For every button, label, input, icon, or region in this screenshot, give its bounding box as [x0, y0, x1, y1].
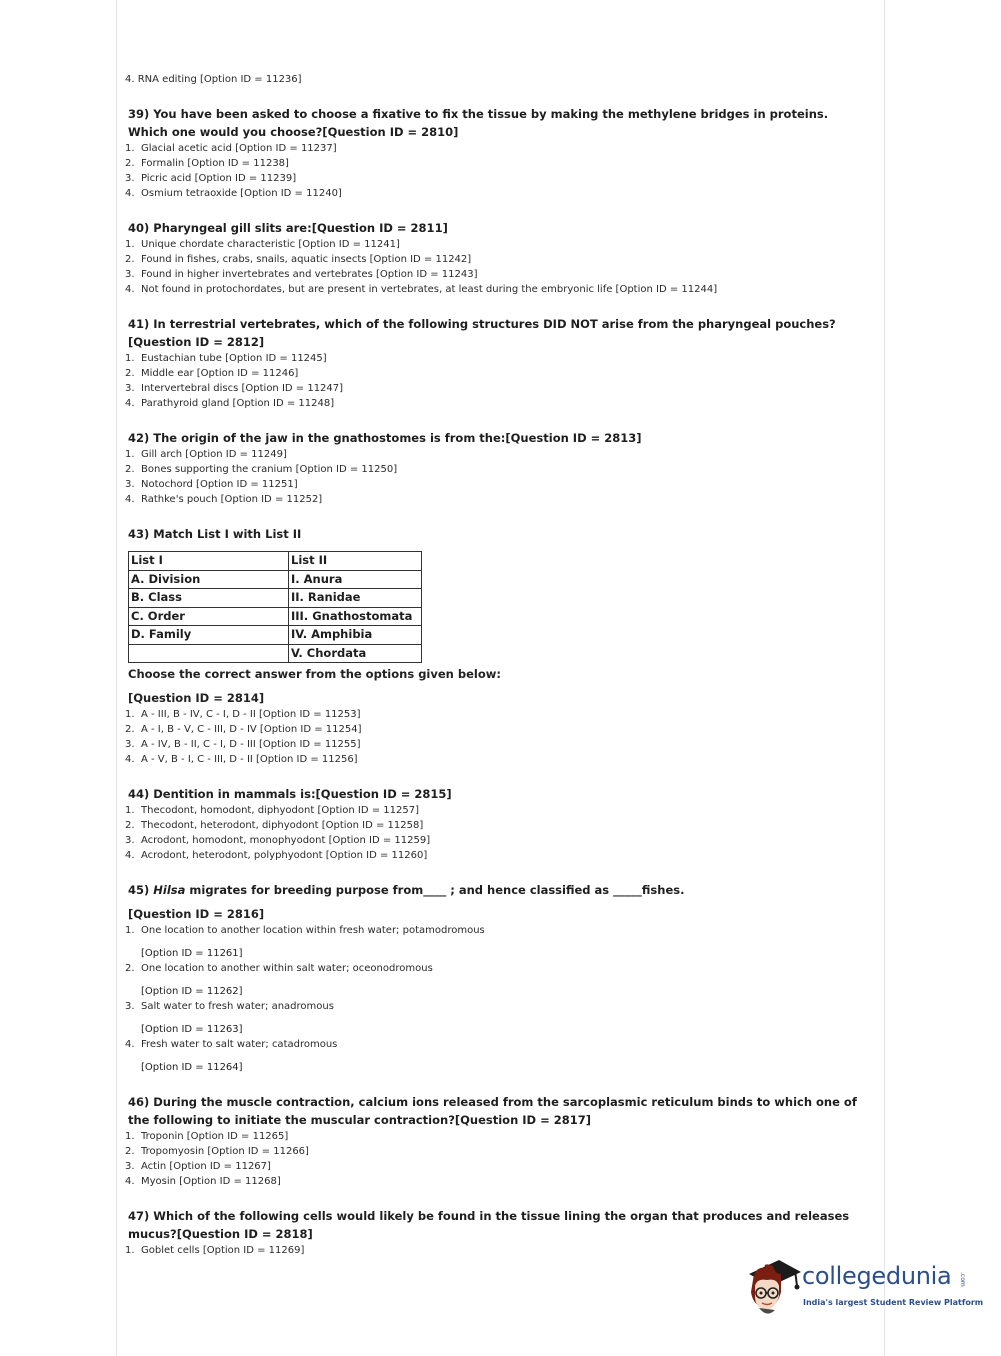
option-item: 4. Not found in protochordates, but are present in vertebrates, at least during the embryonic life [Option ID = 11244] — [125, 284, 718, 295]
mascot-icon — [745, 1252, 805, 1322]
option-item: 4. Acrodont, heterodont, polyphyodont [Option ID = 11260] — [125, 850, 428, 861]
option-item: 3. Intervertebral discs [Option ID = 11247] — [125, 383, 344, 394]
question-39: 39) You have been asked to choose a fixative to fix the tissue by making the methylene bridges in proteins. Which one would you choose?[Question ID = 2810] — [128, 107, 829, 139]
option-item: 3. Notochord [Option ID = 11251] — [125, 479, 298, 490]
option-id: [Option ID = 11261] — [141, 948, 243, 959]
table-cell: B. Class — [129, 589, 289, 608]
table-cell: III. Gnathostomata — [289, 607, 422, 626]
table-row — [129, 626, 422, 645]
option-item: 1. Goblet cells [Option ID = 11269] — [125, 1245, 305, 1256]
option-item: 1. One location to another location within fresh water; potamodromous — [125, 925, 485, 936]
option-id: [Option ID = 11262] — [141, 986, 243, 997]
table-cell: D. Family — [129, 626, 289, 645]
option-id: [Option ID = 11264] — [141, 1062, 243, 1073]
table-row — [129, 644, 422, 663]
brand-name: collegedunia — [802, 1262, 952, 1290]
option-item: 4. Myosin [Option ID = 11268] — [125, 1176, 281, 1187]
option-item: 3. Actin [Option ID = 11267] — [125, 1161, 271, 1172]
match-table — [128, 551, 422, 663]
question-45: 45) Hilsa migrates for breeding purpose from____ ; and hence classified as _____fishes. — [128, 883, 685, 897]
question-46: 46) During the muscle contraction, calcium ions released from the sarcoplasmic reticulum binds to which one of the following to initiate the muscular contraction?[Question ID = 2817] — [128, 1095, 857, 1127]
option-item: 4. A - V, B - I, C - III, D - II [Option ID = 11256] — [125, 754, 358, 765]
table-cell: I. Anura — [289, 570, 422, 589]
option-item: 4. Fresh water to salt water; catadromous — [125, 1039, 338, 1050]
option-item: 1. Gill arch [Option ID = 11249] — [125, 449, 287, 460]
table-row — [129, 589, 422, 608]
option-item: 2. One location to another within salt water; oceonodromous — [125, 963, 433, 974]
option-item: 4. RNA editing [Option ID = 11236] — [125, 74, 302, 85]
option-item: 2. A - I, B - V, C - III, D - IV [Option ID = 11254] — [125, 724, 362, 735]
exam-content — [125, 72, 870, 1258]
question-42: 42) The origin of the jaw in the gnathostomes is from the:[Question ID = 2813] — [128, 431, 642, 445]
option-item: 3. Salt water to fresh water; anadromous — [125, 1001, 334, 1012]
option-item: 1. Thecodont, homodont, diphyodont [Option ID = 11257] — [125, 805, 419, 816]
option-item: 3. Found in higher invertebrates and vertebrates [Option ID = 11243] — [125, 269, 478, 280]
table-row — [129, 607, 422, 626]
option-item: 1. Eustachian tube [Option ID = 11245] — [125, 353, 327, 364]
table-row — [129, 552, 422, 571]
table-cell: IV. Amphibia — [289, 626, 422, 645]
table-row — [129, 570, 422, 589]
question-40: 40) Pharyngeal gill slits are:[Question ID = 2811] — [128, 221, 448, 235]
question-47: 47) Which of the following cells would likely be found in the tissue lining the organ that produces and releases mucus?[Question ID = 2818] — [128, 1209, 850, 1241]
option-item: 3. Picric acid [Option ID = 11239] — [125, 173, 297, 184]
option-item: 4. Osmium tetraoxide [Option ID = 11240] — [125, 188, 342, 199]
question-id: [Question ID = 2816] — [128, 907, 265, 921]
table-cell — [129, 644, 289, 663]
question-id: [Question ID = 2814] — [128, 691, 265, 705]
instruction-text: Choose the correct answer from the options given below: — [128, 667, 501, 681]
table-cell: List II — [289, 552, 422, 571]
option-item: 4. Parathyroid gland [Option ID = 11248] — [125, 398, 335, 409]
table-cell: A. Division — [129, 570, 289, 589]
option-item: 1. Troponin [Option ID = 11265] — [125, 1131, 289, 1142]
option-item: 3. Acrodont, homodont, monophyodont [Option ID = 11259] — [125, 835, 431, 846]
option-item: 2. Tropomyosin [Option ID = 11266] — [125, 1146, 309, 1157]
question-44: 44) Dentition in mammals is:[Question ID = 2815] — [128, 787, 452, 801]
question-43: 43) Match List I with List II — [128, 527, 302, 541]
option-item: 1. Unique chordate characteristic [Option ID = 11241] — [125, 239, 400, 250]
option-item: 2. Bones supporting the cranium [Option ID = 11250] — [125, 464, 398, 475]
option-item: 1. Glacial acetic acid [Option ID = 11237] — [125, 143, 337, 154]
option-item: 2. Found in fishes, crabs, snails, aquatic insects [Option ID = 11242] — [125, 254, 472, 265]
table-cell: C. Order — [129, 607, 289, 626]
option-item: 2. Middle ear [Option ID = 11246] — [125, 368, 299, 379]
option-id: [Option ID = 11263] — [141, 1024, 243, 1035]
collegedunia-logo[interactable] — [745, 1252, 984, 1322]
table-cell: V. Chordata — [289, 644, 422, 663]
option-item: 1. A - III, B - IV, C - I, D - II [Option ID = 11253] — [125, 709, 361, 720]
option-item: 2. Thecodont, heterodont, diphyodont [Option ID = 11258] — [125, 820, 424, 831]
option-item: 3. A - IV, B - II, C - I, D - III [Option ID = 11255] — [125, 739, 361, 750]
table-cell: II. Ranidae — [289, 589, 422, 608]
brand-suffix: .com — [959, 1272, 966, 1287]
question-41: 41) In terrestrial vertebrates, which of the following structures DID NOT arise from the pharyngeal pouches?[Question ID = 2812] — [128, 317, 836, 349]
brand-tagline: India's largest Student Review Platform — [803, 1298, 984, 1307]
table-cell: List I — [129, 552, 289, 571]
option-item: 2. Formalin [Option ID = 11238] — [125, 158, 289, 169]
option-item: 4. Rathke's pouch [Option ID = 11252] — [125, 494, 323, 505]
